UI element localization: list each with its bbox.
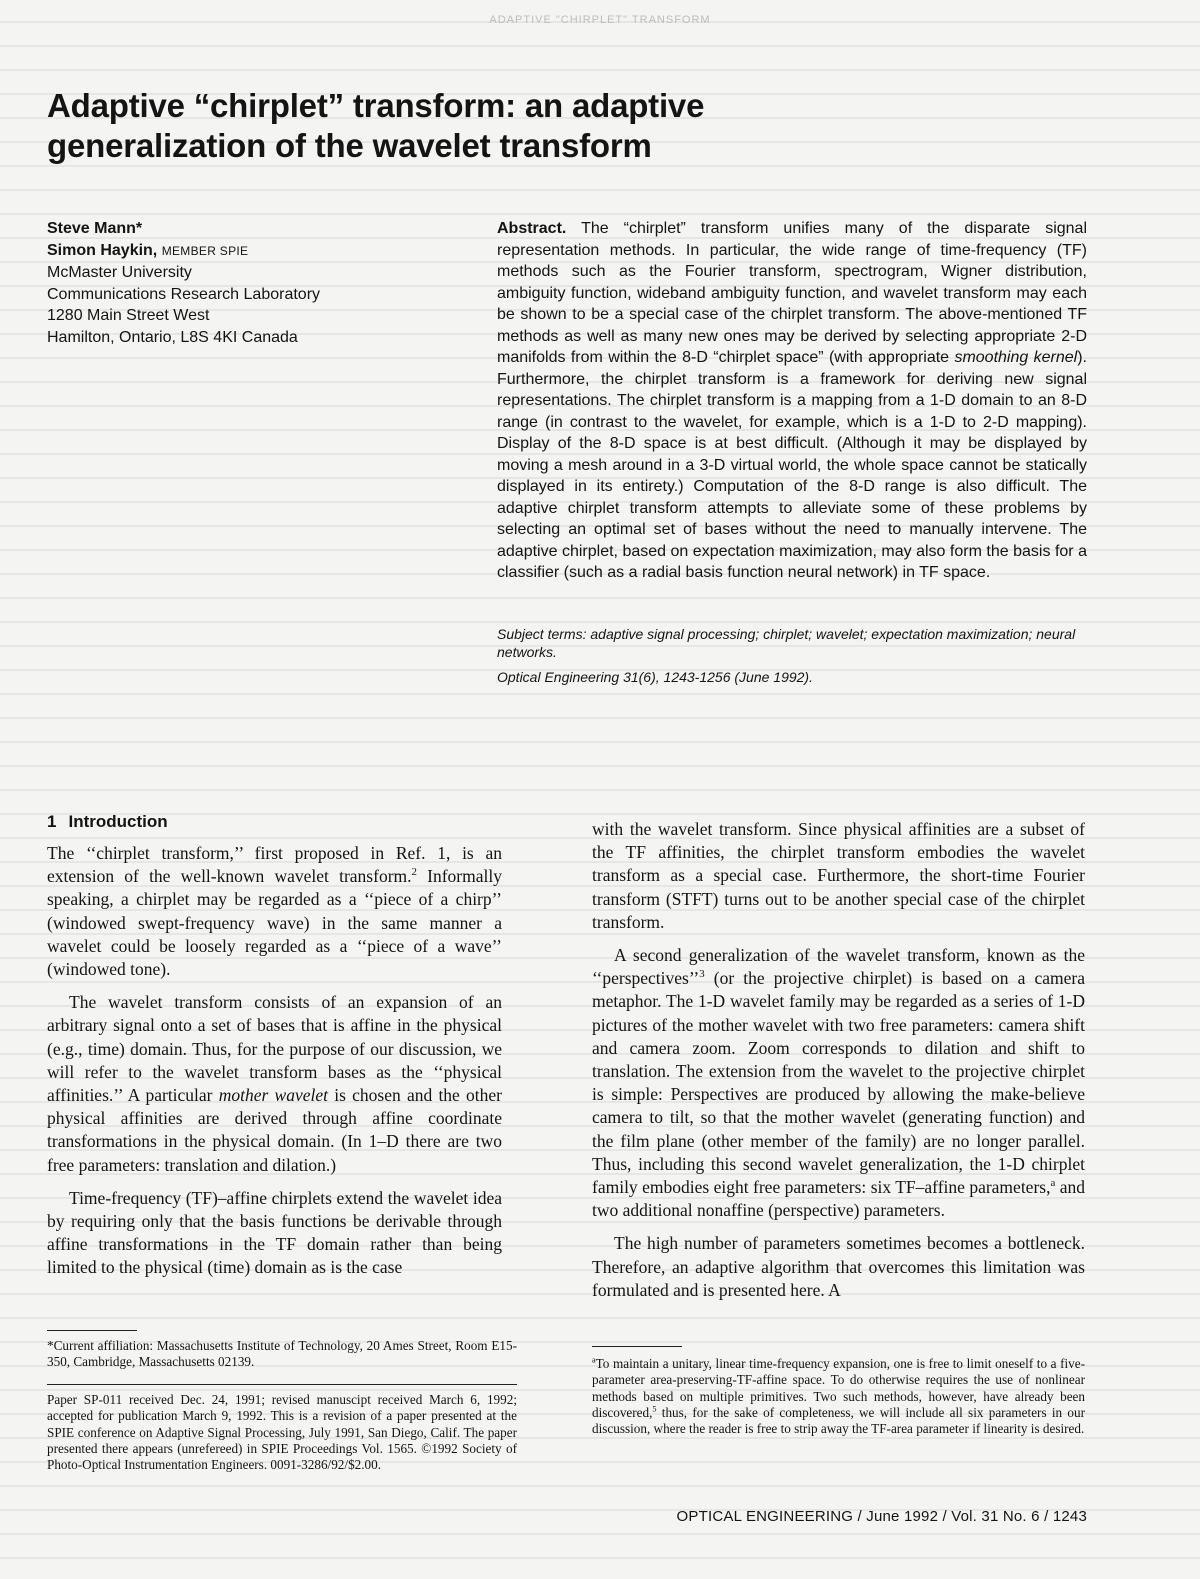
affiliation-line: 1280 Main Street West [47,307,210,324]
affiliation-line: McMaster University [47,264,192,281]
author-name: Steve Mann* [47,220,143,237]
subject-terms: Subject terms: adaptive signal processing; chirplet; wavelet; expectation maximization; neural networks. [497,626,1076,660]
paragraph-text: The wavelet transform consists of an expansion of an arbitrary signal onto a set of bases that is affine in the physical (e.g., time) domain. Thus, for the purpose of our discussion, we will refer to the wavelet transform bases as the ‘‘physical affinities.’’ A particular [47,992,502,1106]
abstract [497,218,1087,584]
paper-history-note: Paper SP-011 received Dec. 24, 1991; revised manuscipt received March 6, 1992; accepted for publication March 9, 1992. This is a revision of a paper presented at the SPIE conference on Adaptive Signal Processing, July 1991, San Diego, Calif. The paper presented there appears (unrefereed) in SPIE Proceedings Vol. 1565. ©1992 Society of Photo-Optical Instrumentation Engineers. 0091-3286/92/$2.00. [47,1392,517,1473]
paragraph: Time-frequency (TF)–affine chirplets extend the wavelet idea by requiring only that the basis functions be derivable through affine transformations in the TF domain rather than being limited to the physical (time) domain as is the case [47,1187,502,1278]
running-head: ADAPTIVE "CHIRPLET" TRANSFORM [489,14,711,26]
abstract-emphasis: smoothing kernel [954,349,1078,366]
emphasis-text: mother wavelet [218,1085,329,1106]
paragraph: The high number of parameters sometimes becomes a bottleneck. Therefore, an adaptive algorithm that overcomes this limitation was formulated and is presented here. A [592,1233,1085,1300]
affiliation-line: Hamilton, Ontario, L8S 4KI Canada [47,328,298,346]
footnote-marker: a [1050,1177,1056,1190]
abstract-text: ). Furthermore, the chirplet transform is a framework for deriving new signal representations. The chirplet transform is a mapping from a 1-D domain to an 8-D range (in contrast to the wavelet, for example, which is a 1-D to 2-D mapping). Display of the 8-D space is at best difficult. (Although it may be displayed by moving a mesh around in a 3-D virtual world, the whole space cannot be statically displayed in its entirety.) Computation of the 8-D range is also difficult. The adaptive chirplet transform attempts to alleviate some of these problems by selecting an optimal set of bases without the need to manually intervene. The adaptive chirplet, based on expectation maximization, may also form the basis for a classifier (such as a radial basis function neural network) in TF space. [497,349,1087,581]
footnote-marker: a [592,1355,596,1365]
affiliation-footnote: *Current affiliation: Massachusetts Institute of Technology, 20 Ames Street, Room E15-350, Cambridge, Massachusetts 02139. [47,1338,517,1370]
footnote-a [592,1356,1085,1437]
footnote-rule [47,1384,517,1385]
paragraph-text: The ‘‘chirplet transform,’’ first proposed in Ref. 1, is an extension of the well-known wavelet transform. [47,843,502,887]
author-block [47,218,477,348]
section-title: Introduction [68,812,168,831]
author-line [47,240,477,263]
body-column-left [47,842,502,1280]
page-footer: OPTICAL ENGINEERING / June 1992 / Vol. 31 No. 6 / 1243 [676,1508,1087,1525]
abstract-label: Abstract. [497,220,567,237]
paragraph [592,944,1085,1222]
affiliation-line: Communications Research Laboratory [47,285,321,303]
footnote-rule [47,1330,137,1331]
paragraph [47,991,502,1177]
section-heading [47,812,168,832]
section-number: 1 [47,812,57,831]
footnote-text: thus, for the sake of completeness, we will include all six parameters in our discussion, where the reader is free to strip away the TF-area parameter if linearity is desired. [592,1404,1085,1437]
paragraph-text: and two additional nonaffine (perspective) parameters. [592,1177,1085,1221]
paragraph [47,842,502,981]
paragraph-text: A second generalization of the wavelet transform, known as the ‘‘perspectives’’ [592,945,1085,989]
body-column-right [592,818,1085,1302]
abstract-text: The “chirplet” transform unifies many of the disparate signal representation methods. In particular, the wide range of time-frequency (TF) methods such as the Fourier transform, spectrogram, Wigner distribution, ambiguity function, wideband ambiguity function, and wavelet transform may each be shown to be a special case of the chirplet transform. The above-mentioned TF methods as well as many new ones may be derived by selecting appropriate 2-D manifolds from within the 8-D “chirplet space” (with appropriate [497,220,1087,366]
reference-marker: 2 [411,866,417,879]
journal-citation: Optical Engineering 31(6), 1243-1256 (June 1992). [497,669,813,685]
footnote-rule [592,1346,682,1347]
paragraph-text: (or the projective chirplet) is based on a camera metaphor. The 1-D wavelet family may be regarded as a series of 1-D pictures of the mother wavelet with two free parameters: camera shift and camera zoom. Zoom corresponds to dilation and shift to translation. The extension from the wavelet to the projective chirplet is simple: Perspectives are produced by allowing the make-believe camera to tilt, so that the mother wavelet (generating function) and the film plane (other member of the family) are no longer parallel. Thus, including this second wavelet generalization, the 1-D chirplet family embodies eight free parameters: six TF–affine parameters, [592,968,1085,1198]
paragraph-text: is chosen and the other physical affinities are derived through affine coordinate transformations in the physical domain. (In 1–D there are two free parameters: translation and dilation.) [47,1085,503,1175]
reference-marker: 5 [652,1404,657,1414]
paper-title: Adaptive “chirplet” transform: an adaptive generalization of the wavelet transform [47,87,705,164]
paragraph: with the wavelet transform. Since physical affinities are a subset of the TF affinities, the chirplet transform embodies the wavelet transform as a special case. Furthermore, the short-time Fourier transform (STFT) turns out to be another special case of the chirplet transform. [592,819,1085,932]
author-name: Simon Haykin, [47,241,158,259]
paragraph-text: Informally speaking, a chirplet may be regarded as a ‘‘piece of a chirp’’ (windowed swept-frequency wave) in the same manner a wavelet could be loosely regarded as a ‘‘piece of a wave’’ (windowed tone). [47,866,502,980]
footnote-text: To maintain a unitary, linear time-frequency expansion, one is free to limit oneself to a five-parameter area-preserving-TF-affine space. To do otherwise requires the use of nonlinear methods based on multiple primitives. Two such methods, however, have already been discovered, [592,1356,1085,1420]
reference-marker: 3 [699,968,705,981]
author-membership: MEMBER SPIE [161,243,249,258]
